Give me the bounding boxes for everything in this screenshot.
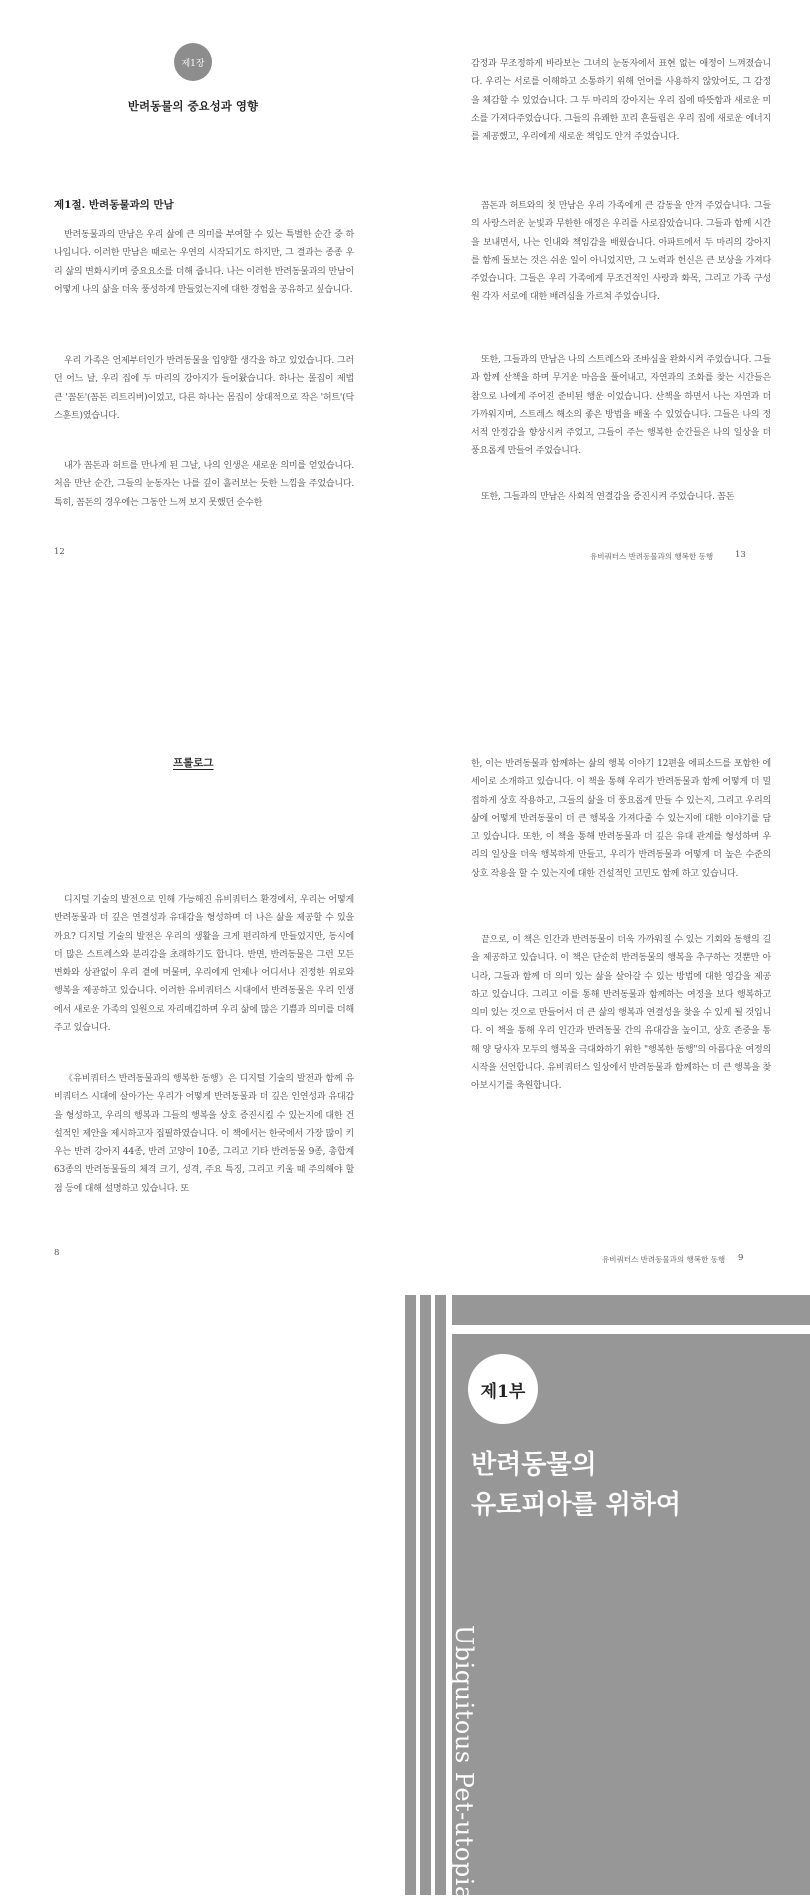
page-12	[0, 0, 405, 560]
paragraph: 반려동물과의 만남은 우리 삶에 큰 의미를 부여할 수 있는 특별한 순간 중 하나입니다. 이러한 만남은 때로는 우연의 시작되기도 하지만, 그 결과는 종종 우리 삶의 변화시키며 중요요소를 더해 줍니다. 나는 이러한 반려동물과의 만남이 어떻게 나의 삶을 더욱 풍성하게 만들었는지에 대한 경험을 공유하고 싶습니다.	[54, 230, 354, 295]
cover-stripe	[420, 1295, 431, 1335]
paragraph: 《유비쿼터스 반려동물과의 행복한 동행》은 디지털 기술의 발전과 함께 유비쿼터스 시대에 살아가는 우리가 어떻게 반려동물과 더 깊은 인연성과 유대감을 형성하고, 우리의 행복과 그들의 행복을 상호 증진시킬 수 있는지에 대한 건설적인 제안을 제시하고자 집필하였습니다. 이 책에서는 한국에서 가장 많이 키우는 반려 강아지 44종, 반려 고양이 10종, 그리고 기타 반려동물 9종, 총합계 63종의 반려동물들의 체격 크기, 성격, 주요 특징, 그리고 키울 때 주의해야 할 점 등에 대해 설명하고 있습니다. 또	[54, 1074, 354, 1194]
paragraph: 끝으로, 이 책은 인간과 반려동물이 더욱 가까워질 수 있는 기회와 동행의 길을 제공하고 있습니다. 이 책은 단순히 반려동물의 행복을 추구하는 것뿐만 아니라, 그들과 함께 더 의미 있는 삶을 살아갈 수 있는 방법에 대한 영감을 제공하고 있습니다. 그리고 이를 통해 반려동물과 함께하는 여정을 보다 행복하고 의미 있는 것으로 만들어서 더 큰 삶의 행복과 연결성을 찾을 수 있게 될 것입니다. 이 책을 통해 우리 인간과 반려동물 간의 유대감을 높이고, 상호 존중을 통해 양 당사자 모두의 행복을 극대화하기 위한 "행복한 동행"의 아름다운 여정의 시작을 선언합니다. 유비쿼터스 일상에서 반려동물과 함께하는 더 큰 행복을 찾아보시기를 축원합니다.	[471, 935, 771, 1092]
page-number: 8	[54, 1248, 60, 1258]
page-number: 12	[54, 547, 65, 557]
paragraph: 꼼돈과 허트와의 첫 만남은 우리 가족에게 큰 감동을 안겨 주었습니다. 그들의 사랑스러운 눈빛과 무한한 애정은 우리를 사로잡았습니다. 그들과 함께 시간을 보내면서, 나는 인내와 책임감을 배웠습니다. 아파트에서 두 마리의 강아지를 함께 돌보는 것은 쉬운 일이 아니었지만, 그 노력과 헌신은 큰 보상을 가져다주었습니다. 그들은 우리 가족에게 무조건적인 사랑과 화목, 그리고 가족 구성원 각자 서로에 대한 배려심을 가르쳐 주었습니다.	[471, 201, 771, 303]
paragraph: 한, 이는 반려동물과 함께하는 삶의 행복 이야기 12편을 에피소드를 포함한 에세이로 소개하고 있습니다. 이 책을 통해 우리가 반려동물과 함께 어떻게 더 밀접하게 상호 작용하고, 그들의 삶을 더 풍요롭게 만들 수 있는지, 그리고 우리의 삶에 어떻게 반려동물이 더 큰 행복을 가져다줄 수 있는지에 대한 이야기를 담고 있습니다. 또한, 이 책을 통해 반려동물과 더 깊은 유대 관계를 형성하며 우리의 일상을 더욱 행복하게 만들고, 우리가 반려동물과 어떻게 더 높은 수준의 상호 작용을 할 수 있는지에 대한 건설적인 고민도 함께 하고 있습니다.	[471, 759, 771, 879]
part-title-line-2: 유토피아를 위하여	[471, 1490, 681, 1520]
part-badge: 제1부	[468, 1354, 538, 1424]
running-head: 유비쿼터스 반려동물과의 행복한 동행	[590, 552, 714, 561]
section-heading: 제1절. 반려동물과의 만남	[54, 199, 174, 211]
cover-divider-line	[452, 1325, 810, 1334]
chapter-title: 반려동물의 중요성과 영향	[127, 99, 259, 113]
part-title-line-1: 반려동물의	[471, 1450, 597, 1480]
spread-pages-12-13	[0, 0, 810, 560]
paragraph: 내가 꼼돈과 허트를 만나게 된 그날, 나의 인생은 새로운 의미를 얻었습니다. 처음 만난 순간, 그들의 눈동자는 나를 깊이 흘러보는 듯한 느낌을 주었습니다. 특히, 꼼돈의 경우에는 그동안 느껴 보지 못했던 순수한	[54, 461, 354, 508]
paragraph: 우리 가족은 언제부터인가 반려동물을 입양할 생각을 하고 있었습니다. 그러던 어느 날, 우리 집에 두 마리의 강아지가 들어왔습니다. 하나는 몰집이 제법 큰 '꼼돈'(꼼돈 리트리버)이었고, 다른 하나는 몸집이 상대적으로 작은 '허트'(닥스훈트)였습니다.	[54, 356, 354, 421]
vertical-subtitle: Ubiquitous Pet-utopia	[450, 1625, 478, 1901]
cover-divider-line	[431, 1295, 435, 1895]
paragraph: 감정과 무조정하게 바라보는 그녀의 눈동자에서 표현 없는 애정이 느껴졌습니다. 우리는 서로를 이해하고 소통하기 위해 언어를 사용하지 않았어도, 그 감정을 체감할 수 있었습니다. 그 두 마리의 강아지는 우리 집에 따뜻함과 새로운 미소를 가져다주었습니다. 그들의 유쾌한 꼬리 흔들림은 우리 집에 새로운 에너지를 제공했고, 우리에게 새로운 책임도 안겨 주었습니다.	[471, 59, 771, 143]
paragraph: 디지털 기술의 발전으로 인해 가능해진 유비쿼터스 환경에서, 우리는 어떻게 반려동물과 더 깊은 연결성과 유대감을 형성하며 더 나은 삶을 제공할 수 있을까요? 디지털 기술의 발전은 우리의 생활을 크게 편리하게 만들었지만, 동시에 더 많은 스트레스와 분리감을 초래하기도 합니다. 반면, 반려동물은 그런 모든 변화와 상관없이 우리 곁에 머물며, 우리에게 언제나 어디서나 진정한 위로와 행복을 제공하고 있습니다. 이러한 유비쿼터스 시대에서 반려동물은 우리 인생에서 새로운 가족의 일원으로 자리매김하며 우리 삶에 많은 기쁨과 의미를 더해 주고 있습니다.	[54, 895, 354, 1034]
cover-divider-line	[416, 1295, 420, 1895]
chapter-badge: 제1장	[174, 43, 212, 81]
page-8	[0, 720, 405, 1280]
running-head: 유비쿼터스 반려동물과의 행복한 동행	[602, 1255, 726, 1264]
prologue-title: 프롤로그	[173, 757, 214, 769]
page-9	[405, 720, 810, 1280]
page-13	[405, 0, 810, 560]
cover-stripe	[405, 1295, 416, 1335]
paragraph: 또한, 그들과의 만남은 나의 스트레스와 조바심을 완화시켜 주었습니다. 그들과 함께 산책을 하며 무거운 마음을 풀어내고, 자연과의 조화를 찾는 시간들은 참으로 나에게 주어진 준비된 행운 이었습니다. 산책을 하면서 나는 자연과 더 가까워지며, 스트레스 해소의 좋은 방법을 배울 수 있었습니다. 그들은 나의 정서적 안정감을 향상시켜 주었고, 그들이 주는 행복한 순간들은 나의 일상을 더 풍요롭게 만들어 주었습니다.	[471, 355, 771, 457]
paragraph: 또한, 그들과의 만남은 사회적 연결감을 증진시켜 주었습니다. 꼼돈	[481, 492, 735, 502]
cover-stripe	[452, 1295, 810, 1325]
page-number: 9	[738, 1253, 744, 1263]
spread-pages-8-9	[0, 720, 810, 1280]
cover-stripe	[435, 1295, 446, 1335]
page-number: 13	[735, 550, 746, 560]
